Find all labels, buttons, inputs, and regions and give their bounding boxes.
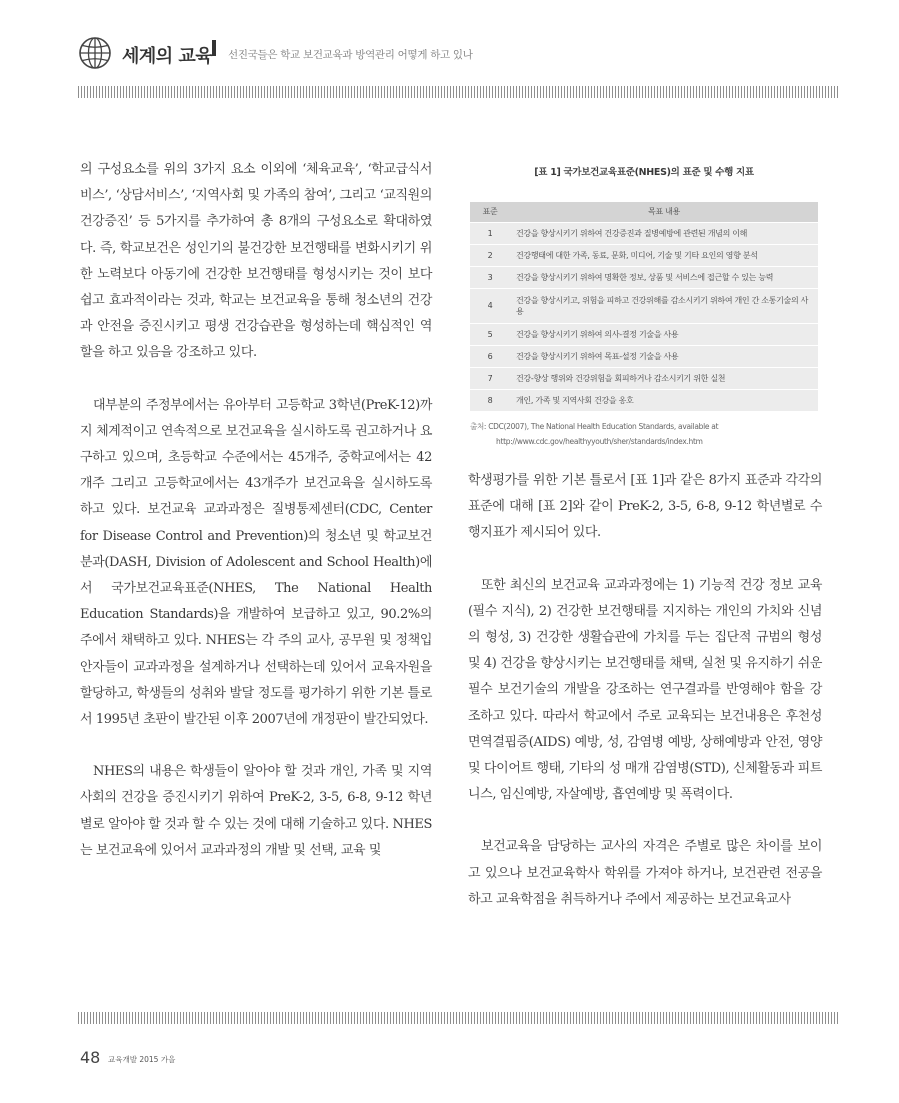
page-header [78,34,838,74]
standard-number: 3 [470,266,510,288]
table-row [470,222,818,244]
standard-number: 8 [470,389,510,411]
standard-goal: 건강행태에 대한 가족, 동료, 문화, 미디어, 기술 및 기타 요인의 영향 분석 [510,244,818,266]
standard-number: 6 [470,345,510,367]
standard-number: 2 [470,244,510,266]
paragraph: 학생평가를 위한 기본 틀로서 [표 1]과 같은 8가지 표준과 각각의 표준에 대해 [표 2]와 같이 PreK-2, 3-5, 6-8, 9-12 학년별로 수행지표가 제시되어 있다. [468,473,822,541]
standard-goal: 개인, 가족 및 지역사회 건강을 옹호 [510,389,818,411]
nhes-table-figure [470,164,818,449]
standard-goal: 건강을 향상시키기 위하여 건강증진과 질병예방에 관련된 개념의 이해 [510,222,818,244]
source-citation: 출처: CDC(2007), The National Health Education Standards, available at [470,422,719,431]
paragraph: 대부분의 주정부에서는 유아부터 고등학교 3학년(PreK-12)까지 체계적이고 연속적으로 보건교육을 실시하도록 권고하거나 요구하고 있으며, 초등학교 수준에서는 45개주, 중학교에서는 42개주 그리고 고등학교에서는 43개주가 보건교육을 실시하도록 하고 있다. 보건교육 교과과정은 질병통제센터(CDC, Center for Disease Control and Prevention)의 청소년 및 학교보건 분과(DASH, Division of Adolescent and School Health)에서 국가보건교육표준(NHES, The National Health Education Standards)을 개발하여 보급하고 있고, 90.2%의 주에서 채택하고 있다. NHES는 각 주의 교사, 공무원 및 정책입안자들이 교과과정을 설계하거나 선택하는데 있어서 교육자원을 할당하고, 학생들의 성취와 발달 정도를 평가하기 위한 기본 틀로서 1995년 초판이 발간된 이후 2007년에 개정판이 발간되었다. [80,397,432,728]
nhes-standards-table [470,202,818,411]
standard-number: 7 [470,367,510,389]
section-subtitle: 선진국들은 학교 보건교육과 방역관리 어떻게 하고 있나 [228,49,473,61]
standard-number: 4 [470,288,510,323]
left-column [80,157,432,890]
table-row [470,288,818,323]
table-row [470,266,818,288]
paragraph: NHES의 내용은 학생들이 알아야 할 것과 개인, 가족 및 지역사회의 건강을 증진시키기 위하여 PreK-2, 3-5, 6-8, 9-12 학년별로 알아야 할 것과 할 수 있는 것에 대해 기술하고 있다. NHES는 보건교육에 있어서 교과과정의 개발 및 선택, 교육 및 [80,764,432,858]
table-title: [표 1] 국가보건교육표준(NHES)의 표준 및 수행 지표 [534,167,754,178]
standard-goal: 건강을 향상시키고, 위험을 피하고 건강위해를 감소시키기 위하여 개인 간 소통기술의 사용 [510,288,818,323]
table-header-row [470,202,818,222]
source-url: http://www.cdc.gov/healthyyouth/sher/standards/index.htm [496,437,703,446]
paragraph: 의 구성요소를 위의 3가지 요소 이외에 ‘체육교육’, ‘학교급식서비스’, ‘상담서비스’, ‘지역사회 및 가족의 참여’, 그리고 ‘교직원의 건강증진’ 등 5가지를 추가하여 총 8개의 구성요소로 확대하였다. 즉, 학교보건은 성인기의 불건강한 보건행태를 변화시키기 위한 노력보다 아동기에 건강한 보건행태를 형성시키는 것이 보다 쉽고 효과적이라는 것과, 학교는 보건교육을 통해 청소년의 건강과 안전을 증진시키고 평생 건강습관을 형성하는데 핵심적인 역할을 하고 있음을 강조하고 있다. [80,162,432,361]
paragraph: 보건교육을 담당하는 교사의 자격은 주별로 많은 차이를 보이고 있으나 보건교육학사 학위를 가져야 하거나, 보건관련 전공을 하고 교육학점을 취득하거나 주에서 제공하는 보건교육교사 [468,839,822,907]
table-row [470,244,818,266]
right-column [468,468,822,939]
publication-name: 교육개발 2015 가을 [108,1055,176,1064]
table-source [470,419,818,449]
title-divider [212,40,216,56]
table-row [470,323,818,345]
page-number: 48 [80,1048,101,1067]
standard-goal: 건강을 향상시키기 위하여 목표-설정 기술을 사용 [510,345,818,367]
standard-number: 1 [470,222,510,244]
table-row [470,367,818,389]
header-standard: 표준 [470,202,510,222]
table-row [470,389,818,411]
standard-goal: 건강을 향상시키기 위하여 의사-결정 기술을 사용 [510,323,818,345]
standard-goal: 건강-향상 행위와 건강위험을 회피하거나 감소시키기 위한 실천 [510,367,818,389]
standard-goal: 건강을 향상시키기 위하여 명확한 정보, 상품 및 서비스에 접근할 수 있는 능력 [510,266,818,288]
paragraph: 또한 최신의 보건교육 교과과정에는 1) 기능적 건강 정보 교육(필수 지식), 2) 건강한 보건행태를 지지하는 개인의 가치와 신념의 형성, 3) 건강한 생활습관에 가치를 두는 집단적 규범의 형성 및 4) 건강을 향상시키는 보건행태를 채택, 실천 및 유지하기 쉬운 필수 보건기술의 개발을 강조하는 연구결과를 반영해야 함을 강조하고 있다. 따라서 학교에서 주로 교육되는 보건내용은 후천성면역결핍증(AIDS) 예방, 성, 감염병 예방, 상해예방과 안전, 영양 및 다이어트 행태, 기타의 성 매개 감염병(STD), 신체활동과 피트니스, 임신예방, 자살예방, 흡연예방 및 폭력이다. [468,577,822,803]
globe-icon [78,36,112,70]
table-row [470,345,818,367]
header-stripe [78,86,840,98]
footer-stripe [78,1012,840,1024]
header-goal: 목표 내용 [510,202,818,222]
standard-number: 5 [470,323,510,345]
section-title: 세계의 교육 [122,46,213,67]
